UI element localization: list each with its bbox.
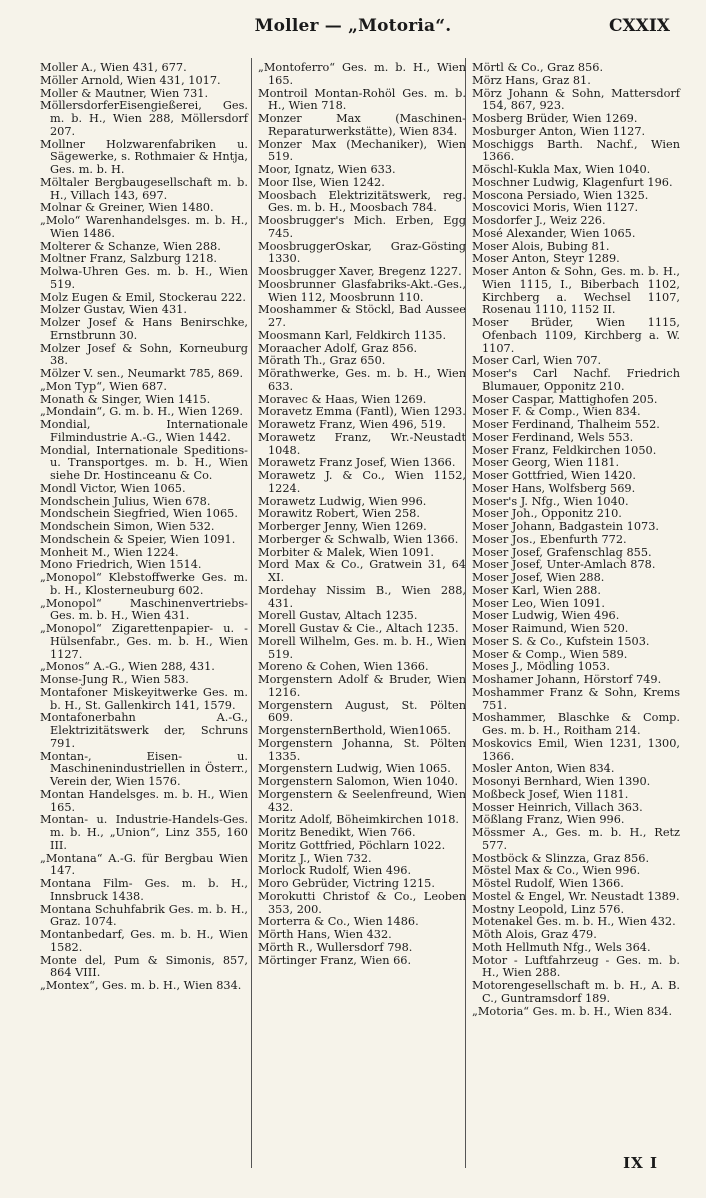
directory-entry: Moosbach Elektrizitätswerk, reg. Ges. m. b. H., Moosbach 784. — [258, 188, 466, 215]
directory-entry: Montafonerbahn A.-G., Elektrizitätswerk der, Schruns 791. — [40, 711, 248, 750]
directory-entry: Moser Jos., Ebenfurth 772. — [472, 532, 627, 546]
directory-entry: Mondschein Siegfried, Wien 1065. — [40, 507, 238, 521]
directory-entry: Möstel Rudolf, Wien 1366. — [472, 877, 624, 890]
directory-entry: Moschner Ludwig, Klagenfurt 196. — [472, 175, 673, 189]
directory-entry: Mössmer A., Ges. m. b. H., Retz 577. — [472, 826, 680, 852]
directory-entry: Moor, Ignatz, Wien 633. — [258, 163, 396, 176]
directory-entry: Moser Caspar, Mattighofen 205. — [472, 392, 658, 406]
directory-entry: Montan-, Eisen- u. Maschinenindustriellen in Österr., Verein der, Wien 1576. — [40, 749, 248, 788]
directory-entry: Monath & Singer, Wien 1415. — [40, 392, 211, 406]
directory-entry: Montanbedarf, Ges. m. b. H., Wien 1582. — [40, 928, 248, 954]
directory-entry: Moser Hans, Wolfsberg 569. — [472, 481, 636, 495]
directory-entry: Moser Josef, Wien 288. — [472, 571, 605, 584]
directory-entry: „Monopol“ Maschinenvertriebs-Ges. m. b. H., Wien 431. — [40, 596, 248, 623]
directory-entry: Moscovici Moris, Wien 1127. — [472, 201, 639, 215]
directory-entry: Morawetz Franz, Wr.-Neustadt 1048. — [258, 430, 466, 457]
directory-entry: Moser Johann, Badgastein 1073. — [472, 520, 659, 533]
directory-entry: „Montex“, Ges. m. b. H., Wien 834. — [40, 979, 242, 992]
directory-entry: MoosbruggerOskar, Graz-Gösting 1330. — [258, 239, 466, 266]
column-divider-1 — [251, 58, 252, 1168]
directory-entry: Monte del, Pum & Simonis, 857, 864 VIII. — [40, 953, 248, 980]
directory-entry: Morlock Rudolf, Wien 496. — [258, 864, 412, 878]
directory-entry: Montana Schuhfabrik Ges. m. b. H., Graz. 1074. — [40, 902, 248, 929]
directory-entry: Montafoner Miskeyitwerke Ges. m. b. H., St. Gallenkirch 141, 1579. — [40, 685, 248, 712]
directory-entry: Mosonyi Bernhard, Wien 1390. — [472, 775, 651, 788]
directory-entry: „Mon Typ“, Wien 687. — [40, 379, 167, 393]
directory-entry: Moritz Benedikt, Wien 766. — [258, 826, 416, 839]
directory-entry: Moser's Carl Nachf. Friedrich Blumauer, Opponitz 210. — [472, 367, 680, 393]
directory-entry: Mosdorfer J., Weiz 226. — [472, 214, 606, 227]
directory-entry: Motorengesellschaft m. b. H., A. B. C., Guntramsdorf 189. — [472, 979, 680, 1005]
directory-entry: Mondial, Internationale Filmindustrie A.-G., Wien 1442. — [40, 418, 248, 444]
directory-entry: „Monopol“ Zigarettenpapier- u. -Hülsenfabr., Ges. m. b. H., Wien 1127. — [40, 622, 248, 661]
directory-entry: „Monos“ A.-G., Wien 288, 431. — [40, 660, 215, 674]
directory-entry: Mollner Holzwarenfabriken u. Sägewerke, s. Rothmaier & Hntja, Ges. m. b. H. — [40, 137, 248, 176]
directory-entry: MöllersdorferEisengießerei, Ges. m. b. H., Wien 288, Möllersdorf 207. — [40, 99, 248, 138]
directory-entry: Mord Max & Co., Gratwein 31, 64 XI. — [258, 558, 466, 584]
directory-entry: Mostny Leopold, Linz 576. — [472, 902, 625, 916]
directory-entry: Möschl-Kukla Max, Wien 1040. — [472, 163, 651, 176]
directory-entry: Moser Anton, Steyr 1289. — [472, 252, 620, 266]
page-header — [0, 0, 706, 44]
directory-entry: Monzer Max (Mechaniker), Wien 519. — [258, 137, 466, 164]
directory-entry: Molwa-Uhren Ges. m. b. H., Wien 519. — [40, 265, 248, 291]
directory-entry: Molterer & Schanze, Wien 288. — [40, 239, 221, 253]
directory-entry: Mörth Hans, Wien 432. — [258, 928, 392, 941]
directory-entry: Moser & Comp., Wien 589. — [472, 647, 628, 661]
directory-entry: „Mondain“, G. m. b. H., Wien 1269. — [40, 405, 243, 419]
directory-entry: Moltner Franz, Salzburg 1218. — [40, 252, 217, 266]
running-title: Moller — „Motoria“. — [254, 16, 452, 36]
directory-entry: Moßbeck Josef, Wien 1181. — [472, 787, 629, 801]
directory-entry: Moser Georg, Wien 1181. — [472, 456, 620, 470]
directory-entry: Moth Hellmuth Nfg., Wels 364. — [472, 940, 651, 954]
directory-entry: Morberger & Schwalb, Wien 1366. — [258, 532, 459, 546]
directory-entry: Morgenstern Salomon, Wien 1040. — [258, 775, 459, 788]
directory-entry: Molzer Josef & Hans Benirschke, Ernstbrunn 30. — [40, 316, 248, 342]
directory-entry: Moser Josef, Grafenschlag 855. — [472, 545, 652, 559]
page-number: CXXIX — [608, 16, 670, 36]
directory-entry: Moser Josef, Unter-Amlach 878. — [472, 558, 656, 572]
directory-entry: Motenakel Ges. m. b. H., Wien 432. — [472, 915, 676, 929]
directory-entry: „Monopol“ Klebstoffwerke Ges. m. b. H., Klosterneuburg 602. — [40, 571, 248, 597]
directory-entry: Moschiggs Barth. Nachf., Wien 1366. — [472, 137, 680, 164]
directory-entry: Mößlang Franz, Wien 996. — [472, 813, 625, 827]
directory-entry: Monse-Jung R., Wien 583. — [40, 673, 189, 686]
directory-entry: Moravec & Haas, Wien 1269. — [258, 392, 427, 406]
directory-entry: Montan- u. Industrie-Handels-Ges. m. b. H., „Union“, Linz 355, 160 III. — [40, 813, 248, 852]
directory-entry: Moser Ludwig, Wien 496. — [472, 609, 620, 623]
directory-entry: Morokutti Christof & Co., Leoben 353, 200. — [258, 889, 466, 916]
directory-entry: Moser S. & Co., Kufstein 1503. — [472, 634, 650, 648]
directory-entry: Moser Karl, Wien 288. — [472, 583, 601, 597]
directory-entry: Montan Handelsges. m. b. H., Wien 165. — [40, 787, 248, 814]
column-2 — [258, 62, 466, 967]
directory-entry: Mondschein Julius, Wien 678. — [40, 494, 211, 508]
directory-entry: Montana Film- Ges. m. b. H., Innsbruck 1438. — [40, 877, 248, 903]
directory-entry: „Montana“ A.-G. für Bergbau Wien 147. — [40, 851, 248, 878]
directory-entry: Morberger Jenny, Wien 1269. — [258, 520, 427, 533]
directory-entry: Mosberg Brüder, Wien 1269. — [472, 112, 638, 125]
directory-entry: Morgenstern & Seelenfreund, Wien 432. — [258, 787, 466, 814]
directory-entry: Morgenstern Ludwig, Wien 1065. — [258, 762, 451, 776]
directory-entry: Moser Alois, Bubing 81. — [472, 239, 610, 253]
directory-entry: Morell Gustav, Altach 1235. — [258, 609, 418, 623]
directory-entry: Mölzer V. sen., Neumarkt 785, 869. — [40, 367, 244, 380]
directory-entry: Morawetz Franz, Wien 496, 519. — [258, 418, 446, 431]
directory-entry: Moshammer, Blaschke & Comp. Ges. m. b. H., Roitham 214. — [472, 711, 680, 737]
directory-entry: Molzer Josef & Sohn, Korneuburg 38. — [40, 341, 248, 368]
directory-entry: Mosser Heinrich, Villach 363. — [472, 800, 643, 814]
directory-entry: Molnar & Greiner, Wien 1480. — [40, 201, 214, 215]
directory-entry: Mörth R., Wullersdorf 798. — [258, 940, 413, 954]
directory-entry: Morawetz Franz Josef, Wien 1366. — [258, 456, 456, 470]
directory-entry: Molz Eugen & Emil, Stockerau 222. — [40, 290, 246, 304]
directory-entry: Mörathwerke, Ges. m. b. H., Wien 633. — [258, 367, 466, 393]
directory-entry: Moser Franz, Feldkirchen 1050. — [472, 443, 657, 457]
directory-entry: Morgenstern Adolf & Bruder, Wien 1216. — [258, 673, 466, 699]
directory-entry: Moro Gebrüder, Victring 1215. — [258, 877, 435, 890]
directory-entry: Mosler Anton, Wien 834. — [472, 762, 615, 776]
directory-entry: Möstel Max & Co., Wien 996. — [472, 864, 641, 878]
directory-entry: Möller Arnold, Wien 431, 1017. — [40, 73, 221, 87]
directory-entry: Mondschein Simon, Wien 532. — [40, 520, 215, 533]
directory-entry: Moser Anton & Sohn, Ges. m. b. H., Wien 1115, I., Biberbach 1102, Kirchberg a. Wechsel 1107, Rosenau 1110, 1152 II. — [472, 265, 680, 317]
directory-entry: Moosmann Karl, Feldkirch 1135. — [258, 328, 447, 342]
column-1 — [40, 62, 248, 993]
directory-entry: Möltaler Bergbaugesellschaft m. b. H., Villach 143, 697. — [40, 175, 248, 202]
directory-entry: Moosbrugger's Mich. Erben, Egg 745. — [258, 214, 466, 240]
directory-entry: Moser Raimund, Wien 520. — [472, 622, 629, 635]
directory-entry: Mörtinger Franz, Wien 66. — [258, 953, 412, 967]
directory-entry: Moser Ferdinand, Wels 553. — [472, 430, 634, 444]
directory-entry: Moser Brüder, Wien 1115, Ofenbach 1109, Kirchberg a. W. 1107. — [472, 316, 680, 355]
directory-entry: Moskovics Emil, Wien 1231, 1300, 1366. — [472, 736, 680, 763]
directory-entry: Mörz Hans, Graz 81. — [472, 73, 591, 87]
directory-entry: Mörath Th., Graz 650. — [258, 354, 386, 368]
directory-entry: Moshamer Johann, Hörstorf 749. — [472, 673, 662, 686]
directory-entry: Moser Joh., Opponitz 210. — [472, 507, 622, 521]
directory-entry: Monzer Max (Maschinen-Reparaturwerkstätte), Wien 834. — [258, 112, 466, 138]
directory-entry: Mosé Alexander, Wien 1065. — [472, 226, 636, 240]
directory-entry: Moser Carl, Wien 707. — [472, 354, 602, 368]
directory-entry: Mosburger Anton, Wien 1127. — [472, 124, 646, 138]
directory-entry: Moses J., Mödling 1053. — [472, 660, 610, 674]
directory-entry: Morterra & Co., Wien 1486. — [258, 915, 419, 929]
directory-entry: Morawitz Robert, Wien 258. — [258, 507, 420, 521]
directory-entry: Mordehay Nissim B., Wien 288, 431. — [258, 583, 466, 610]
directory-entry: Moreno & Cohen, Wien 1366. — [258, 660, 429, 674]
directory-entry: Motor - Luftfahrzeug - Ges. m. b. H., Wien 288. — [472, 953, 680, 980]
directory-entry: Moravetz Emma (Fantl), Wien 1293. — [258, 405, 466, 419]
directory-entry: Mostböck & Slinzza, Graz 856. — [472, 851, 650, 865]
directory-entry: Mörz Johann & Sohn, Mattersdorf 154, 867, 923. — [472, 86, 680, 113]
directory-entry: Moosbrunner Glasfabriks-Akt.-Ges., Wien 112, Moosbrunn 110. — [258, 277, 466, 304]
directory-entry: Moraacher Adolf, Graz 856. — [258, 341, 418, 355]
directory-entry: Mono Friedrich, Wien 1514. — [40, 558, 202, 572]
directory-entry: Mostel & Engel, Wr. Neustadt 1389. — [472, 889, 680, 903]
signature-mark: IX I — [623, 1154, 658, 1172]
directory-entry: Moser F. & Comp., Wien 834. — [472, 405, 641, 419]
directory-entry: Molzer Gustav, Wien 431. — [40, 303, 187, 317]
directory-entry: Morgenstern August, St. Pölten 609. — [258, 698, 466, 725]
directory-entry: Moshammer Franz & Sohn, Krems 751. — [472, 685, 680, 712]
directory-entry: Moser Leo, Wien 1091. — [472, 596, 605, 610]
directory-entry: Möth Alois, Graz 479. — [472, 928, 597, 941]
directory-entry: Mondl Victor, Wien 1065. — [40, 481, 186, 495]
directory-entry: Monheit M., Wien 1224. — [40, 545, 179, 559]
directory-entry: MorgensternBerthold, Wien1065. — [258, 724, 452, 737]
directory-entry: Mondschein & Speier, Wien 1091. — [40, 532, 236, 546]
directory-entry: Mooshammer & Stöckl, Bad Aussee 27. — [258, 303, 466, 329]
directory-entry: Morell Wilhelm, Ges. m. b. H., Wien 519. — [258, 634, 466, 661]
directory-entry: Moritz Adolf, Böheimkirchen 1018. — [258, 813, 459, 827]
directory-entry: Moosbrugger Xaver, Bregenz 1227. — [258, 265, 462, 278]
directory-entry: Morgenstern Johanna, St. Pölten 1335. — [258, 736, 466, 763]
column-3 — [472, 62, 680, 1018]
directory-entry: Morell Gustav & Cie., Altach 1235. — [258, 622, 459, 635]
directory-entry: Moritz J., Wien 732. — [258, 851, 372, 865]
directory-entry: Morawetz Ludwig, Wien 996. — [258, 494, 427, 508]
directory-entry: Moscona Persiado, Wien 1325. — [472, 188, 649, 202]
directory-entry: Morbiter & Malek, Wien 1091. — [258, 545, 435, 559]
directory-entry: Moser Ferdinand, Thalheim 552. — [472, 418, 660, 431]
directory-entry: Moor Ilse, Wien 1242. — [258, 175, 385, 189]
directory-entry: „Montoferro“ Ges. m. b. H., Wien 165. — [258, 61, 466, 87]
directory-entry: Moller A., Wien 431, 677. — [40, 61, 187, 74]
directory-entry: Mondial, Internationale Speditions- u. Transportges. m. b. H., Wien siehe Dr. Hostinceanu & Co. — [40, 443, 248, 482]
directory-entry: Moser's J. Nfg., Wien 1040. — [472, 494, 629, 508]
directory-entry: Morawetz J. & Co., Wien 1152, 1224. — [258, 469, 466, 495]
directory-entry: Montroil Montan-Rohöl Ges. m. b. H., Wien 718. — [258, 86, 466, 113]
directory-entry: Mörtl & Co., Graz 856. — [472, 61, 604, 74]
directory-entry: „Molo“ Warenhandelsges. m. b. H., Wien 1486. — [40, 214, 248, 240]
directory-entry: Moser Gottfried, Wien 1420. — [472, 469, 636, 482]
directory-entry: „Motoria“ Ges. m. b. H., Wien 834. — [472, 1004, 673, 1018]
directory-entry: Moller & Mautner, Wien 731. — [40, 86, 209, 100]
directory-entry: Moritz Gottfried, Pöchlarn 1022. — [258, 838, 446, 852]
